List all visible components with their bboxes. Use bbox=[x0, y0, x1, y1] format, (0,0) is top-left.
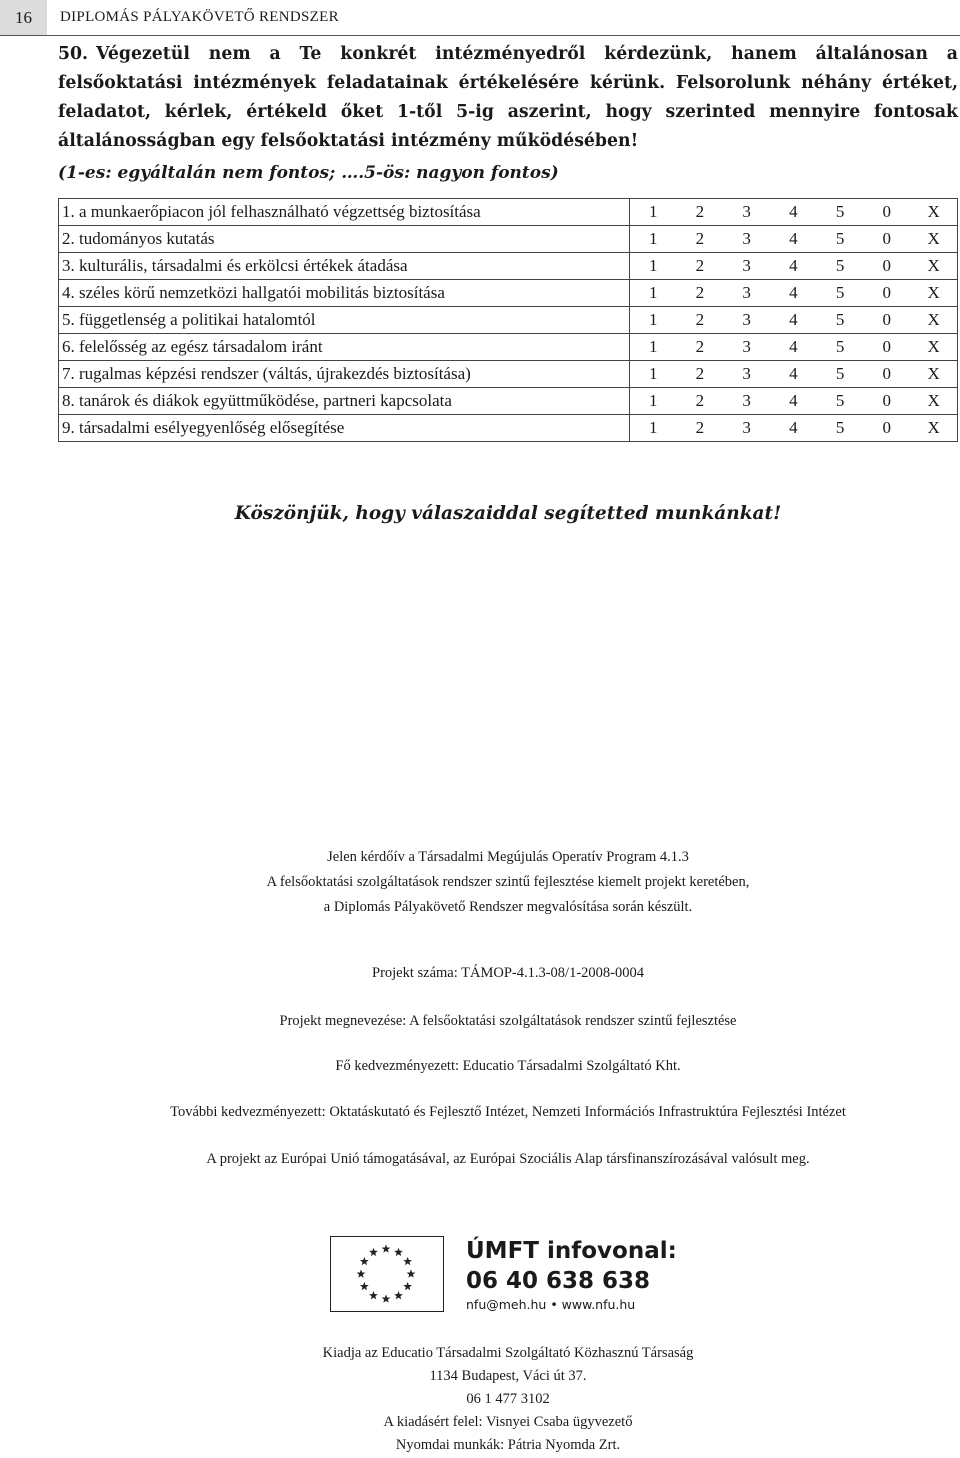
rating-option[interactable]: 4 bbox=[770, 388, 817, 415]
infoline-phone: 06 40 638 638 bbox=[466, 1268, 651, 1294]
rating-option[interactable]: 2 bbox=[677, 334, 724, 361]
rating-option[interactable]: 4 bbox=[770, 307, 817, 334]
item-label: 3. kulturális, társadalmi és erkölcsi értékek átadása bbox=[59, 253, 630, 280]
publisher-line-4: A kiadásért felel: Visnyei Csaba ügyvezető bbox=[383, 1414, 633, 1430]
item-label: 4. széles körű nemzetközi hallgatói mobilitás biztosítása bbox=[59, 280, 630, 307]
rating-option[interactable]: 0 bbox=[863, 415, 910, 442]
rating-option[interactable]: 4 bbox=[770, 415, 817, 442]
rating-option[interactable]: 2 bbox=[677, 199, 724, 226]
rating-option[interactable]: 0 bbox=[863, 280, 910, 307]
rating-option[interactable]: 0 bbox=[863, 334, 910, 361]
publisher-line-2: 1134 Budapest, Váci út 37. bbox=[429, 1368, 587, 1384]
rating-option[interactable]: 0 bbox=[863, 361, 910, 388]
star-icon bbox=[382, 1294, 391, 1302]
star-icon bbox=[403, 1282, 412, 1290]
rating-option[interactable]: 2 bbox=[677, 253, 724, 280]
rating-option[interactable]: 0 bbox=[863, 253, 910, 280]
page-header bbox=[0, 0, 960, 36]
rating-option[interactable]: X bbox=[910, 334, 957, 361]
item-label: 9. társadalmi esélyegyenlőség elősegítése bbox=[59, 415, 630, 442]
rating-option[interactable]: 3 bbox=[723, 253, 770, 280]
rating-option[interactable]: 1 bbox=[629, 253, 676, 280]
rating-option[interactable]: 5 bbox=[817, 334, 864, 361]
program-line-3: a Diplomás Pályakövető Rendszer megvalósítása során készült. bbox=[323, 899, 693, 915]
item-label: 5. függetlenség a politikai hatalomtól bbox=[59, 307, 630, 334]
item-label: 2. tudományos kutatás bbox=[59, 226, 630, 253]
rating-option[interactable]: 4 bbox=[770, 199, 817, 226]
star-icon bbox=[394, 1291, 403, 1299]
page-number: 16 bbox=[0, 0, 47, 35]
rating-table bbox=[58, 198, 958, 442]
rating-option[interactable]: 0 bbox=[863, 307, 910, 334]
rating-option[interactable]: 3 bbox=[723, 199, 770, 226]
rating-option[interactable]: X bbox=[910, 280, 957, 307]
star-icon bbox=[360, 1282, 369, 1290]
other-beneficiary: További kedvezményezett: Oktatáskutató és Fejlesztő Intézet, Nemzeti Információs Infrastruktúra Fejlesztési Intézet bbox=[170, 1104, 846, 1120]
rating-option[interactable]: 1 bbox=[629, 361, 676, 388]
scale-note: (1-es: egyáltalán nem fontos; ….5-ös: nagyon fontos) bbox=[58, 163, 559, 183]
program-line-1: Jelen kérdőív a Társadalmi Megújulás Operatív Program 4.1.3 bbox=[327, 849, 689, 865]
table-row bbox=[59, 226, 958, 253]
rating-option[interactable]: X bbox=[910, 415, 957, 442]
rating-option[interactable]: 2 bbox=[677, 226, 724, 253]
rating-option[interactable]: 3 bbox=[723, 226, 770, 253]
star-icon bbox=[382, 1244, 391, 1252]
star-icon bbox=[407, 1269, 416, 1277]
question-text-block bbox=[58, 40, 958, 156]
publisher-line-3: 06 1 477 3102 bbox=[466, 1391, 550, 1407]
rating-option[interactable]: X bbox=[910, 388, 957, 415]
rating-option[interactable]: 5 bbox=[817, 280, 864, 307]
publisher-line-5: Nyomdai munkák: Pátria Nyomda Zrt. bbox=[395, 1437, 621, 1453]
item-label: 6. felelősség az egész társadalom iránt bbox=[59, 334, 630, 361]
rating-option[interactable]: X bbox=[910, 199, 957, 226]
header-rule bbox=[0, 35, 960, 36]
table-row bbox=[59, 388, 958, 415]
rating-option[interactable]: X bbox=[910, 307, 957, 334]
star-icon bbox=[369, 1248, 378, 1256]
eu-support: A projekt az Európai Unió támogatásával, az Európai Szociális Alap társfinanszírozásával valósult meg. bbox=[206, 1151, 810, 1167]
program-line-2: A felsőoktatási szolgáltatások rendszer szintű fejlesztése kiemelt projekt keretében, bbox=[266, 874, 750, 890]
publisher-line-1: Kiadja az Educatio Társadalmi Szolgáltató Közhasznú Társaság bbox=[322, 1345, 694, 1361]
rating-option[interactable]: 2 bbox=[677, 415, 724, 442]
rating-option[interactable]: 4 bbox=[770, 253, 817, 280]
infoline-title: ÚMFT infovonal: bbox=[466, 1238, 677, 1264]
rating-option[interactable]: 5 bbox=[817, 253, 864, 280]
table-row bbox=[59, 415, 958, 442]
rating-option[interactable]: 1 bbox=[629, 415, 676, 442]
rating-option[interactable]: 3 bbox=[723, 334, 770, 361]
table-row bbox=[59, 334, 958, 361]
rating-option[interactable]: 2 bbox=[677, 361, 724, 388]
thanks-message: Köszönjük, hogy válaszaiddal segítetted munkánkat! bbox=[234, 503, 782, 524]
rating-option[interactable]: 3 bbox=[723, 361, 770, 388]
main-beneficiary: Fő kedvezményezett: Educatio Társadalmi Szolgáltató Kht. bbox=[335, 1058, 681, 1074]
rating-option[interactable]: 5 bbox=[817, 388, 864, 415]
rating-option[interactable]: 1 bbox=[629, 280, 676, 307]
star-icon bbox=[394, 1248, 403, 1256]
eu-flag-logo bbox=[330, 1236, 444, 1312]
rating-option[interactable]: 3 bbox=[723, 307, 770, 334]
star-icon bbox=[403, 1257, 412, 1265]
rating-option[interactable]: X bbox=[910, 226, 957, 253]
rating-option[interactable]: 2 bbox=[677, 280, 724, 307]
rating-option[interactable]: 0 bbox=[863, 226, 910, 253]
rating-option[interactable]: 3 bbox=[723, 280, 770, 307]
rating-option[interactable]: 4 bbox=[770, 280, 817, 307]
rating-option[interactable]: 1 bbox=[629, 334, 676, 361]
table-row bbox=[59, 199, 958, 226]
table-row bbox=[59, 361, 958, 388]
question-text: Végezetül nem a Te konkrét intézményedről kérdezünk, hanem általánosan a felsőoktatási intézmények feladatainak értékelésére kérünk. Felsorolunk néhány értéket, feladatot, kérlek, értékeld őket 1-től 5-ig aszerint, hogy szerinted mennyire fontosak általánosságban egy felsőoktatási intézmény működésében! bbox=[58, 44, 958, 151]
rating-option[interactable]: 4 bbox=[770, 226, 817, 253]
star-icon bbox=[360, 1257, 369, 1265]
rating-option[interactable]: 4 bbox=[770, 334, 817, 361]
infoline-box bbox=[466, 1236, 677, 1314]
running-title: DIPLOMÁS PÁLYAKÖVETŐ RENDSZER bbox=[60, 9, 339, 25]
rating-option[interactable]: 5 bbox=[817, 199, 864, 226]
item-label: 1. a munkaerőpiacon jól felhasználható végzettség biztosítása bbox=[59, 199, 630, 226]
rating-option[interactable]: 2 bbox=[677, 388, 724, 415]
rating-option[interactable]: X bbox=[910, 361, 957, 388]
item-label: 7. rugalmas képzési rendszer (váltás, újrakezdés biztosítása) bbox=[59, 361, 630, 388]
table-row bbox=[59, 280, 958, 307]
rating-option[interactable]: X bbox=[910, 253, 957, 280]
rating-option[interactable]: 5 bbox=[817, 226, 864, 253]
star-icon bbox=[369, 1291, 378, 1299]
item-label: 8. tanárok és diákok együttműködése, partneri kapcsolata bbox=[59, 388, 630, 415]
rating-option[interactable]: 2 bbox=[677, 307, 724, 334]
rating-option[interactable]: 3 bbox=[723, 415, 770, 442]
rating-option[interactable]: 5 bbox=[817, 361, 864, 388]
infoline-web: nfu@meh.hu • www.nfu.hu bbox=[466, 1297, 636, 1312]
rating-option[interactable]: 1 bbox=[629, 226, 676, 253]
rating-option[interactable]: 1 bbox=[629, 307, 676, 334]
rating-option[interactable]: 5 bbox=[817, 307, 864, 334]
rating-option[interactable]: 0 bbox=[863, 388, 910, 415]
project-number: Projekt száma: TÁMOP-4.1.3-08/1-2008-0004 bbox=[372, 965, 644, 981]
rating-option[interactable]: 3 bbox=[723, 388, 770, 415]
project-name: Projekt megnevezése: A felsőoktatási szolgáltatások rendszer szintű fejlesztése bbox=[279, 1013, 737, 1029]
rating-option[interactable]: 5 bbox=[817, 415, 864, 442]
rating-option[interactable]: 0 bbox=[863, 199, 910, 226]
rating-option[interactable]: 1 bbox=[629, 388, 676, 415]
rating-option[interactable]: 4 bbox=[770, 361, 817, 388]
table-row bbox=[59, 253, 958, 280]
rating-option[interactable]: 1 bbox=[629, 199, 676, 226]
eu-stars-icon bbox=[331, 1237, 442, 1310]
table-row bbox=[59, 307, 958, 334]
star-icon bbox=[357, 1269, 366, 1277]
question-number: 50. bbox=[58, 44, 89, 64]
